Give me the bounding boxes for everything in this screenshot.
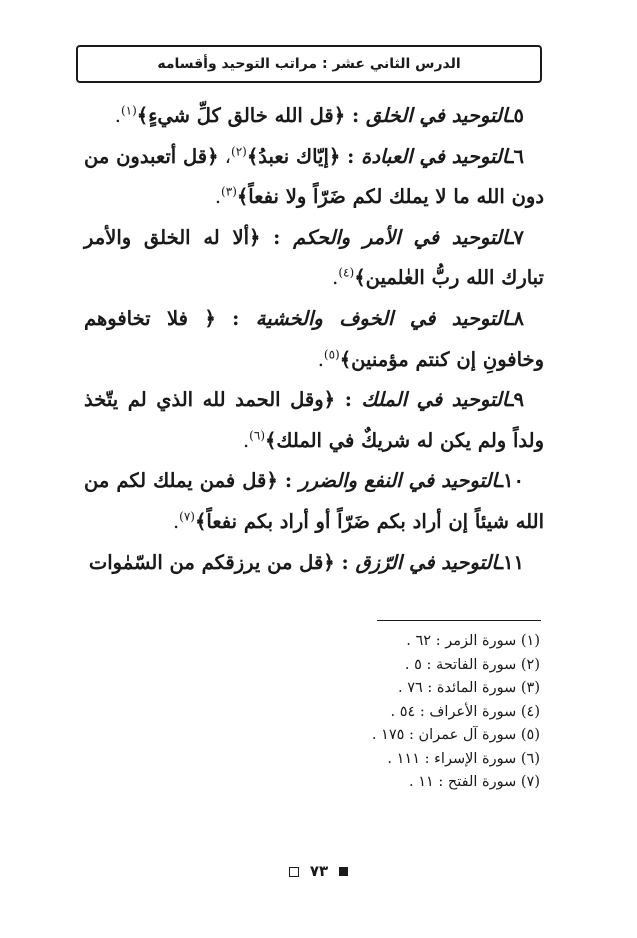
page-number: ٧٣: [309, 862, 329, 880]
verse-quote: ﴿ فلا تخافوهم وخافونِ إن كنتم مؤمنين﴾: [84, 306, 544, 371]
footnote-item: (٧) سورة الفتح : ١١ .: [408, 774, 540, 790]
footnote-item: (٣) سورة المائدة : ٧٦ .: [398, 680, 540, 696]
footnote-ref: (٢): [231, 144, 247, 159]
topic: التوحيد في الأمر والحكم: [293, 225, 508, 249]
topic: التوحيد في الخوف والخشية: [255, 306, 508, 330]
body-text: [84, 96, 544, 583]
topic: التوحيد في العبادة: [361, 144, 508, 168]
verse-quote-2: ﴿قل أتعبدون من دون الله ما لا يملك لكم ضَرّاً ولا نفعاً﴾: [84, 144, 544, 209]
verse-quote: ﴿إيّاك نعبدُ﴾: [246, 144, 341, 168]
paragraph-4: ٨ـالتوحيد في الخوف والخشية : ﴿ فلا تخافوهم وخافونِ إن كنتم مؤمنين﴾$^{(٥)}$.: [84, 306, 544, 371]
footnote-item: (٦) سورة الإسراء : ١١١ .: [387, 750, 540, 767]
footnotes-list: [300, 630, 540, 795]
item-number: ٥: [513, 104, 524, 127]
page-footer: [0, 862, 637, 880]
verse-quote: ﴿ألا له الخلق والأمر تبارك الله ربُّ العٰلمين﴾: [84, 225, 544, 290]
filled-square-ornament: [339, 867, 348, 876]
item-number: ٦: [513, 144, 524, 168]
paragraph-5: ٩ـالتوحيد في الملك : ﴿وقل الحمد لله الذي لم يتّخذ ولداً ولم يكن له شريكٌ في الملك﴾$^{(٦)}$.: [84, 388, 544, 452]
item-number: ٨: [513, 306, 525, 330]
paragraph-2: ٦ـالتوحيد في العبادة : ﴿إيّاك نعبدُ﴾$^{(٢)}$، ﴿قل أتعبدون من دون الله ما لا يملك لكم ضَرّاً ولا نفعاً﴾$^{(٣)}$.: [84, 144, 544, 209]
verse-quote: ﴿قل من يرزقكم من السّمٰوات: [88, 550, 335, 574]
header-box: [76, 45, 542, 83]
footnote-ref: (٥): [323, 347, 340, 362]
item-number: ١١: [503, 550, 524, 574]
topic: التوحيد في الملك: [361, 388, 508, 412]
item-number: ٩: [513, 388, 524, 412]
footnote-item: (١) سورة الزمر : ٦٢ .: [406, 633, 540, 649]
verse-quote: ﴿قل الله خالق كلِّ شيءٍ﴾: [136, 104, 346, 127]
footnote-divider: [377, 620, 541, 621]
footnote-ref-2: (٣): [221, 184, 237, 199]
paragraph-7: ١١ـالتوحيد في الرّزق : ﴿قل من يرزقكم من السّمٰوات: [88, 550, 524, 574]
open-square-ornament: [289, 867, 299, 877]
item-number: ١٠: [503, 469, 524, 493]
paragraph-6: ١٠ـالتوحيد في النفع والضرر : ﴿قل فمن يملك لكم من الله شيئاً إن أراد بكم ضَرّاً أو أراد بكم نفعاً﴾$^{(٧)}$.: [84, 469, 544, 533]
footnote-item: (٤) سورة الأعراف : ٥٤ .: [390, 703, 540, 720]
verse-quote: ﴿قل فمن يملك لكم من الله شيئاً إن أراد بكم ضَرّاً أو أراد بكم نفعاً﴾: [84, 469, 544, 533]
footnote-ref: (٧): [179, 509, 195, 524]
item-number: ٧: [513, 225, 524, 249]
footnote-ref: (٦): [249, 428, 265, 443]
topic: التوحيد في الخلق: [365, 104, 508, 127]
verse-quote: ﴿وقل الحمد لله الذي لم يتّخذ ولداً ولم يكن له شريكٌ في الملك﴾: [84, 388, 544, 452]
paragraph-1: ٥ـالتوحيد في الخلق : ﴿قل الله خالق كلِّ شيءٍ﴾$^{(١)}$.: [114, 103, 524, 127]
footnote-ref: (١): [120, 103, 137, 118]
header-title: الدرس الثاني عشر : مراتب التوحيد وأقسامه: [157, 56, 461, 72]
topic: التوحيد في النفع والضرر: [299, 469, 498, 493]
footnote-item: (٥) سورة آل عمران : ١٧٥ .: [371, 727, 540, 743]
paragraph-3: ٧ـالتوحيد في الأمر والحكم : ﴿ألا له الخلق والأمر تبارك الله ربُّ العٰلمين﴾$^{(٤)}$.: [84, 225, 544, 290]
footnote-ref: (٤): [338, 265, 355, 280]
topic: التوحيد في الرّزق: [355, 550, 498, 574]
footnote-item: (٢) سورة الفاتحة : ٥ .: [404, 656, 540, 673]
